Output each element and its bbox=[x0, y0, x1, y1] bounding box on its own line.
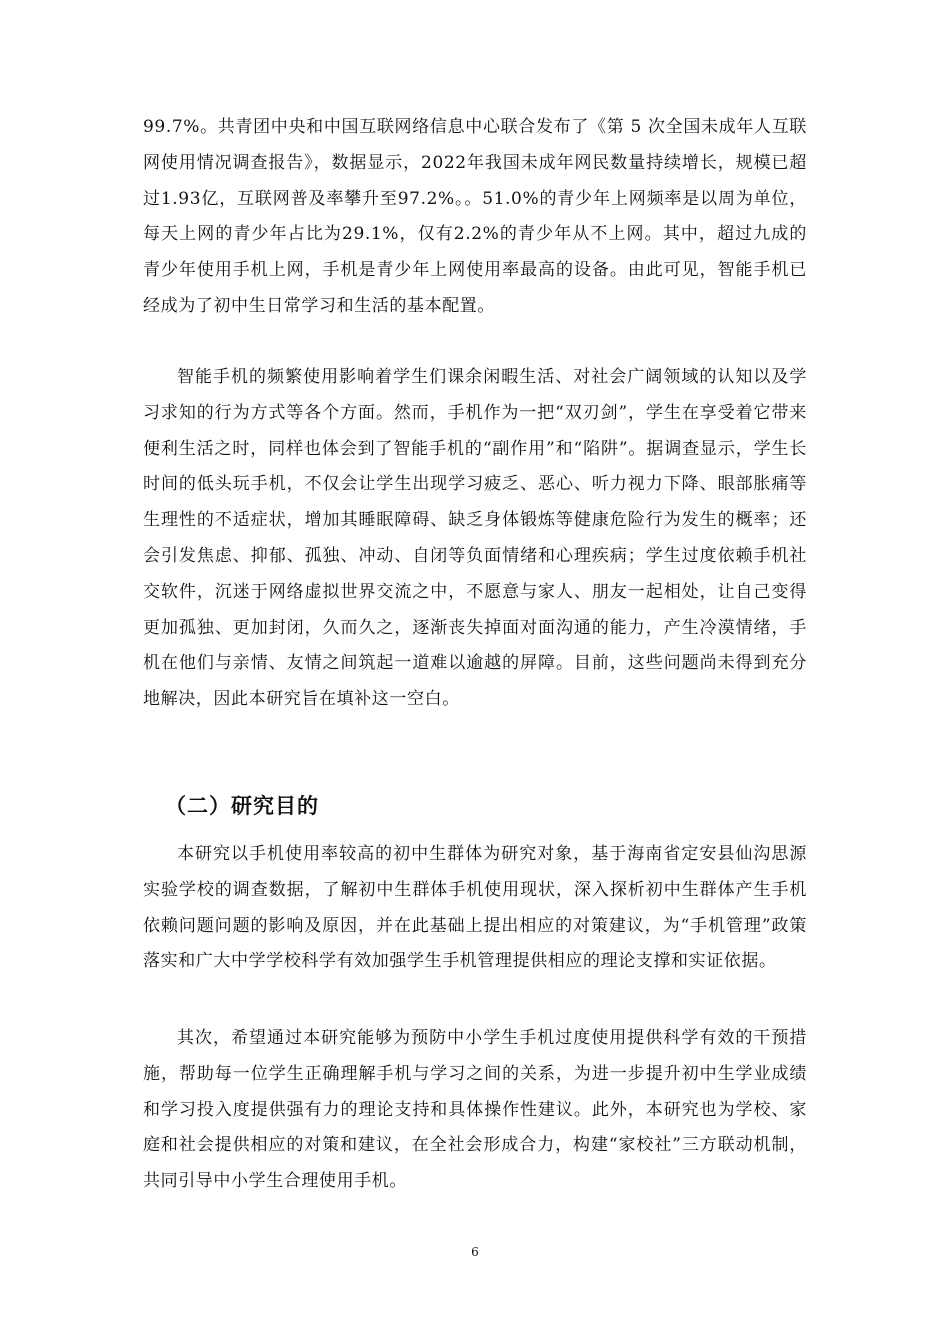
body-paragraph-research-significance: 其次，希望通过本研究能够为预防中小学生手机过度使用提供科学有效的干预措施，帮助每一位学生正确理解手机与学习之间的关系，为进一步提升初中生学业成绩和学习投入度提供强有力的理论支持和具体操作性建议。此外，本研究也为学校、家庭和社会提供相应的对策和建议，在全社会形成合力，构建“家校社”三方联动机制，共同引导中小学生合理使用手机。 bbox=[143, 1028, 807, 1192]
body-paragraph-phone-effects: 智能手机的频繁使用影响着学生们课余闲暇生活、对社会广阔领域的认知以及学习求知的行为方式等各个方面。然而，手机作为一把“双刃剑”，学生在享受着它带来便利生活之时，同样也体会到了智能手机的“副作用”和“陷阱”。据调查显示，学生长时间的低头玩手机，不仅会让学生出现学习疲乏、恶心、听力视力下降、眼部胀痛等生理性的不适症状，增加其睡眠障碍、缺乏身体锻炼等健康危险行为发生的概率；还会引发焦虑、抑郁、孤独、冲动、自闭等负面情绪和心理疾病；学生过度依赖手机社交软件，沉迷于网络虚拟世界交流之中，不愿意与家人、朋友一起相处，让自己变得更加孤独、更加封闭，久而久之，逐渐丧失掉面对面沟通的能力，产生冷漠情绪，手机在他们与亲情、友情之间筑起一道难以逾越的屏障。目前，这些问题尚未得到充分地解决，因此本研究旨在填补这一空白。 bbox=[143, 367, 807, 710]
body-paragraph-statistics: 99.7%。共青团中央和中国互联网络信息中心联合发布了《第 5 次全国未成年人互联网使用情况调查报告》，数据显示，2022年我国未成年网民数量持续增长，规模已超过1.93亿，互联网普及率攀升至97.2%。。51.0%的青少年上网频率是以周为单位，每天上网的青少年占比为29.1%，仅有2.2%的青少年从不上网。其中，超过九成的青少年使用手机上网，手机是青少年上网使用率最高的设备。由此可见，智能手机已经成为了初中生日常学习和生活的基本配置。 bbox=[143, 117, 807, 316]
body-paragraph-research-purpose: 本研究以手机使用率较高的初中生群体为研究对象，基于海南省定安县仙沟思源实验学校的调查数据，了解初中生群体手机使用现状，深入探析初中生群体产生手机依赖问题问题的影响及原因，并在此基础上提出相应的对策建议，为“手机管理”政策落实和广大中学学校科学有效加强学生手机管理提供相应的理论支撑和实证依据。 bbox=[143, 844, 807, 972]
section-heading: （二）研究目的 bbox=[165, 794, 319, 818]
page-number: 6 bbox=[471, 1245, 479, 1259]
